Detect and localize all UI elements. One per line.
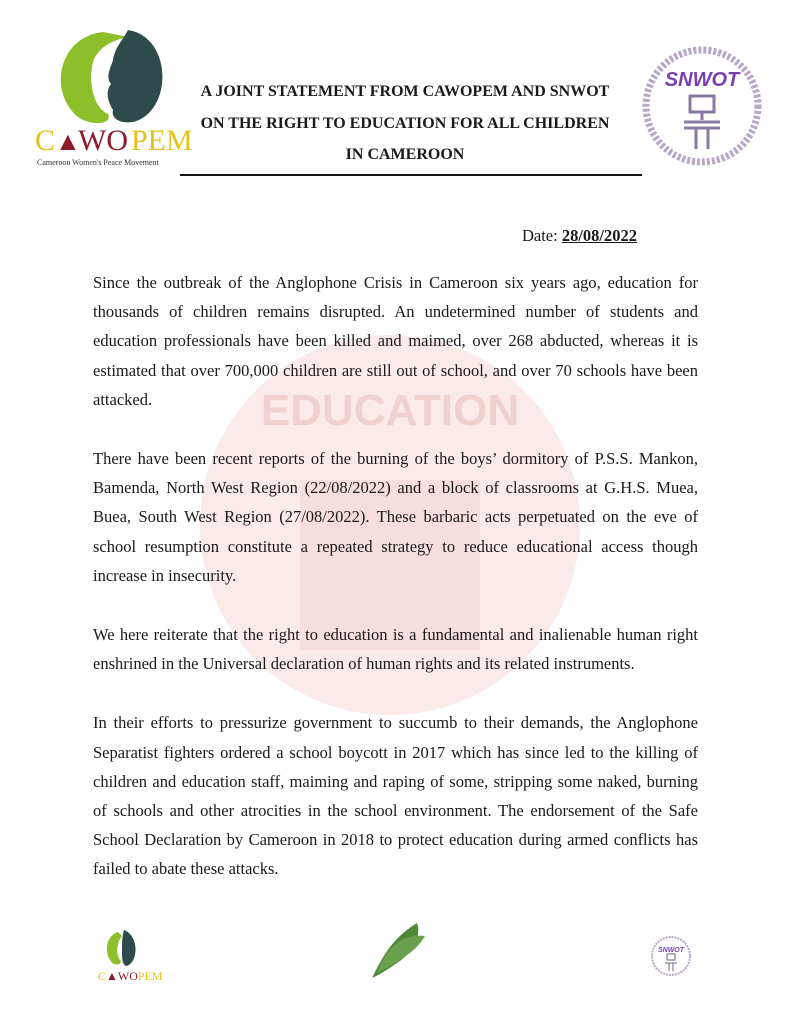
title-line: ON THE RIGHT TO EDUCATION FOR ALL CHILDREN — [200, 114, 610, 132]
footer-cawopem-logo — [96, 928, 163, 988]
svg-text:WO: WO — [78, 124, 128, 157]
title-line: A JOINT STATEMENT FROM CAWOPEM AND SNWOT — [200, 83, 610, 100]
svg-text:▲: ▲ — [55, 127, 81, 156]
watermark-text: EDUCATION — [260, 386, 520, 435]
date-line — [522, 226, 637, 246]
paragraph: We here reiterate that the right to education is a fundamental and inalienable human right enshrined in the Universal declaration of human rights and its related instruments. — [93, 625, 698, 674]
svg-text:SNWOT: SNWOT — [657, 947, 685, 954]
svg-text:PEM: PEM — [131, 124, 193, 157]
date-value: 28/08/2022 — [561, 226, 637, 245]
leaf-sprig-image — [367, 918, 427, 980]
title-line: IN CAMEROON — [345, 146, 465, 163]
svg-text:Cameroon Women's Peace Movemen: Cameroon Women's Peace Movement — [37, 158, 159, 167]
paragraph: Since the outbreak of the Anglophone Crisis in Cameroon six years ago, education for thousands of children remains disrupted. An undetermined number of students and education professionals have been killed and maimed, over 268 abducted, whereas it is estimated that over 700,000 children are still out of school, and over 70 schools have been attacked. — [93, 273, 698, 409]
paragraph: In their efforts to pressurize government to succumb to their demands, the Anglophone Separatist fighters ordered a school boycott in 2017 which has since led to the killing of children and education staff, maiming and raping of some, stripping some naked, burning of schools and other atrocities in the school environment. The endorsement of the Safe School Declaration by Cameroon in 2018 to protect education during armed conflicts has failed to abate these attacks. — [93, 713, 698, 879]
statement-body — [93, 268, 698, 914]
snwot-logo — [640, 44, 765, 169]
date-label: Date: — [521, 226, 562, 245]
title-underline — [180, 174, 642, 176]
svg-text:C: C — [35, 124, 56, 157]
svg-text:SNWOT: SNWOT — [664, 69, 740, 91]
footer-snwot-logo — [650, 935, 692, 977]
svg-text:C▲WOPEM: C▲WOPEM — [98, 969, 163, 983]
statement-title — [160, 76, 650, 171]
paragraph: There have been recent reports of the burning of the boys’ dormitory of P.S.S. Mankon, Bamenda, North West Region (22/08/2022) and a block of classrooms at G.H.S. Muea, Buea, South West Region (27/08/2022). These barbaric acts perpetuated on the eve of school resumption constitute a repeated strategy to reduce educational access though increase in insecurity. — [93, 449, 698, 585]
